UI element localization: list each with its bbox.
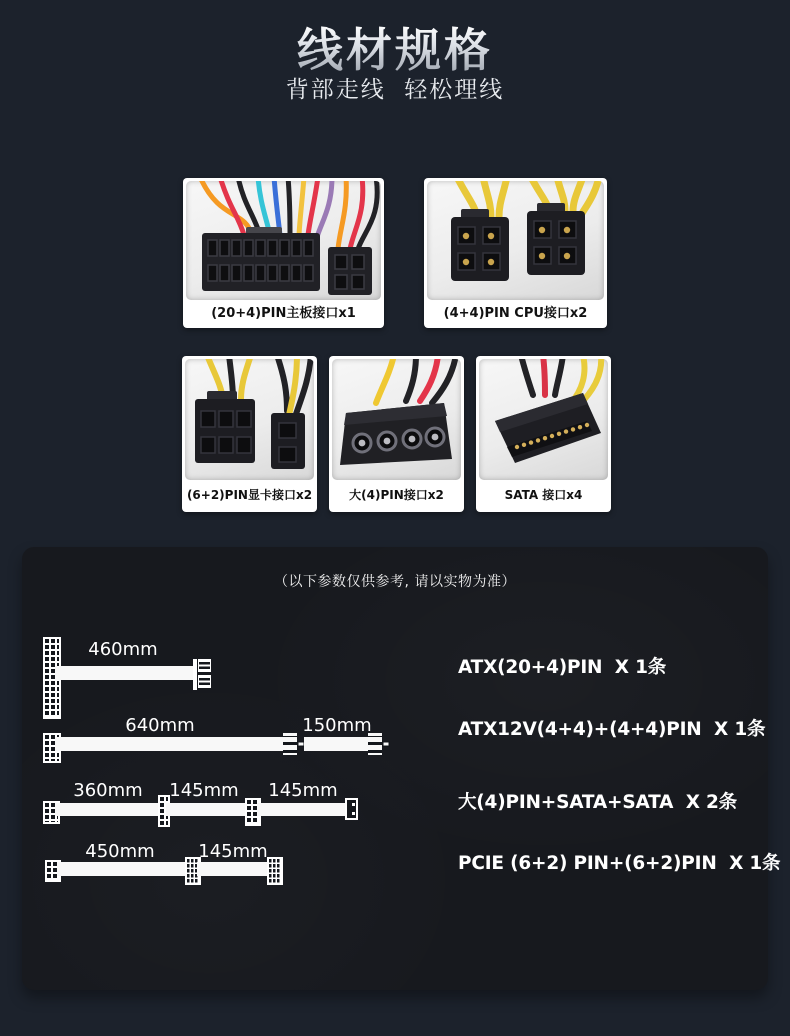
cpu-plug-icon [283, 733, 297, 755]
pcie-plug-icon [267, 857, 283, 885]
length-label: 145mm [169, 780, 239, 801]
length-label: 145mm [198, 841, 268, 862]
molex-4pin-connector-photo [332, 359, 461, 480]
connector-card-label: (20+4)PIN主板接口x1 [211, 306, 356, 321]
cable-band [55, 803, 158, 816]
connector-card-label: 大(4)PIN接口x2 [349, 488, 444, 502]
connector-card-atx [183, 178, 384, 328]
cpu-plug-icon [368, 733, 382, 755]
atx-plug-end-icon [193, 659, 211, 690]
cable-band [304, 737, 368, 751]
cable-spec-label: 大(4)PIN+SATA+SATA X 2条 [458, 792, 737, 813]
cable-band [166, 803, 245, 816]
sata-end-connector-icon [345, 798, 358, 820]
cable-band [55, 666, 194, 680]
length-label: 150mm [302, 715, 372, 736]
panel-note: （以下参数仅供参考, 请以实物为准） [274, 574, 516, 590]
connector-card-sata [476, 356, 611, 512]
cable-band [55, 737, 283, 751]
connector-card-label: (4+4)PIN CPU接口x2 [443, 306, 588, 321]
cable-band [57, 862, 185, 876]
page-subtitle: 背部走线 轻松理线 [285, 77, 505, 103]
cable-band [197, 862, 267, 876]
cable-spec-label: ATX(20+4)PIN X 1条 [458, 657, 667, 678]
connector-card-label: (6+2)PIN显卡接口x2 [186, 488, 313, 502]
page-title: 线材规格 [0, 14, 790, 80]
pcie-6plus2-connector-photo [185, 359, 314, 480]
cable-length-panel [22, 547, 781, 990]
cpu-4plus4-connector-photo [427, 181, 604, 300]
atx-20plus4-connector-photo [186, 181, 381, 300]
length-label: 450mm [85, 841, 155, 862]
cable-spec-label: PCIE (6+2) PIN+(6+2)PIN X 1条 [458, 853, 781, 874]
connector-card-pcie [182, 356, 317, 512]
connector-card-label: SATA 接口x4 [504, 488, 583, 502]
cable-spec-label: ATX12V(4+4)+(4+4)PIN X 1条 [458, 719, 766, 740]
length-label: 360mm [73, 780, 143, 801]
sata-connector-photo [479, 359, 608, 480]
length-label: 460mm [88, 639, 158, 660]
connector-card-cpu [424, 178, 607, 328]
cable-band [257, 803, 345, 816]
length-label: 640mm [125, 715, 195, 736]
connector-card-molex [329, 356, 464, 512]
length-label: 145mm [268, 780, 338, 801]
